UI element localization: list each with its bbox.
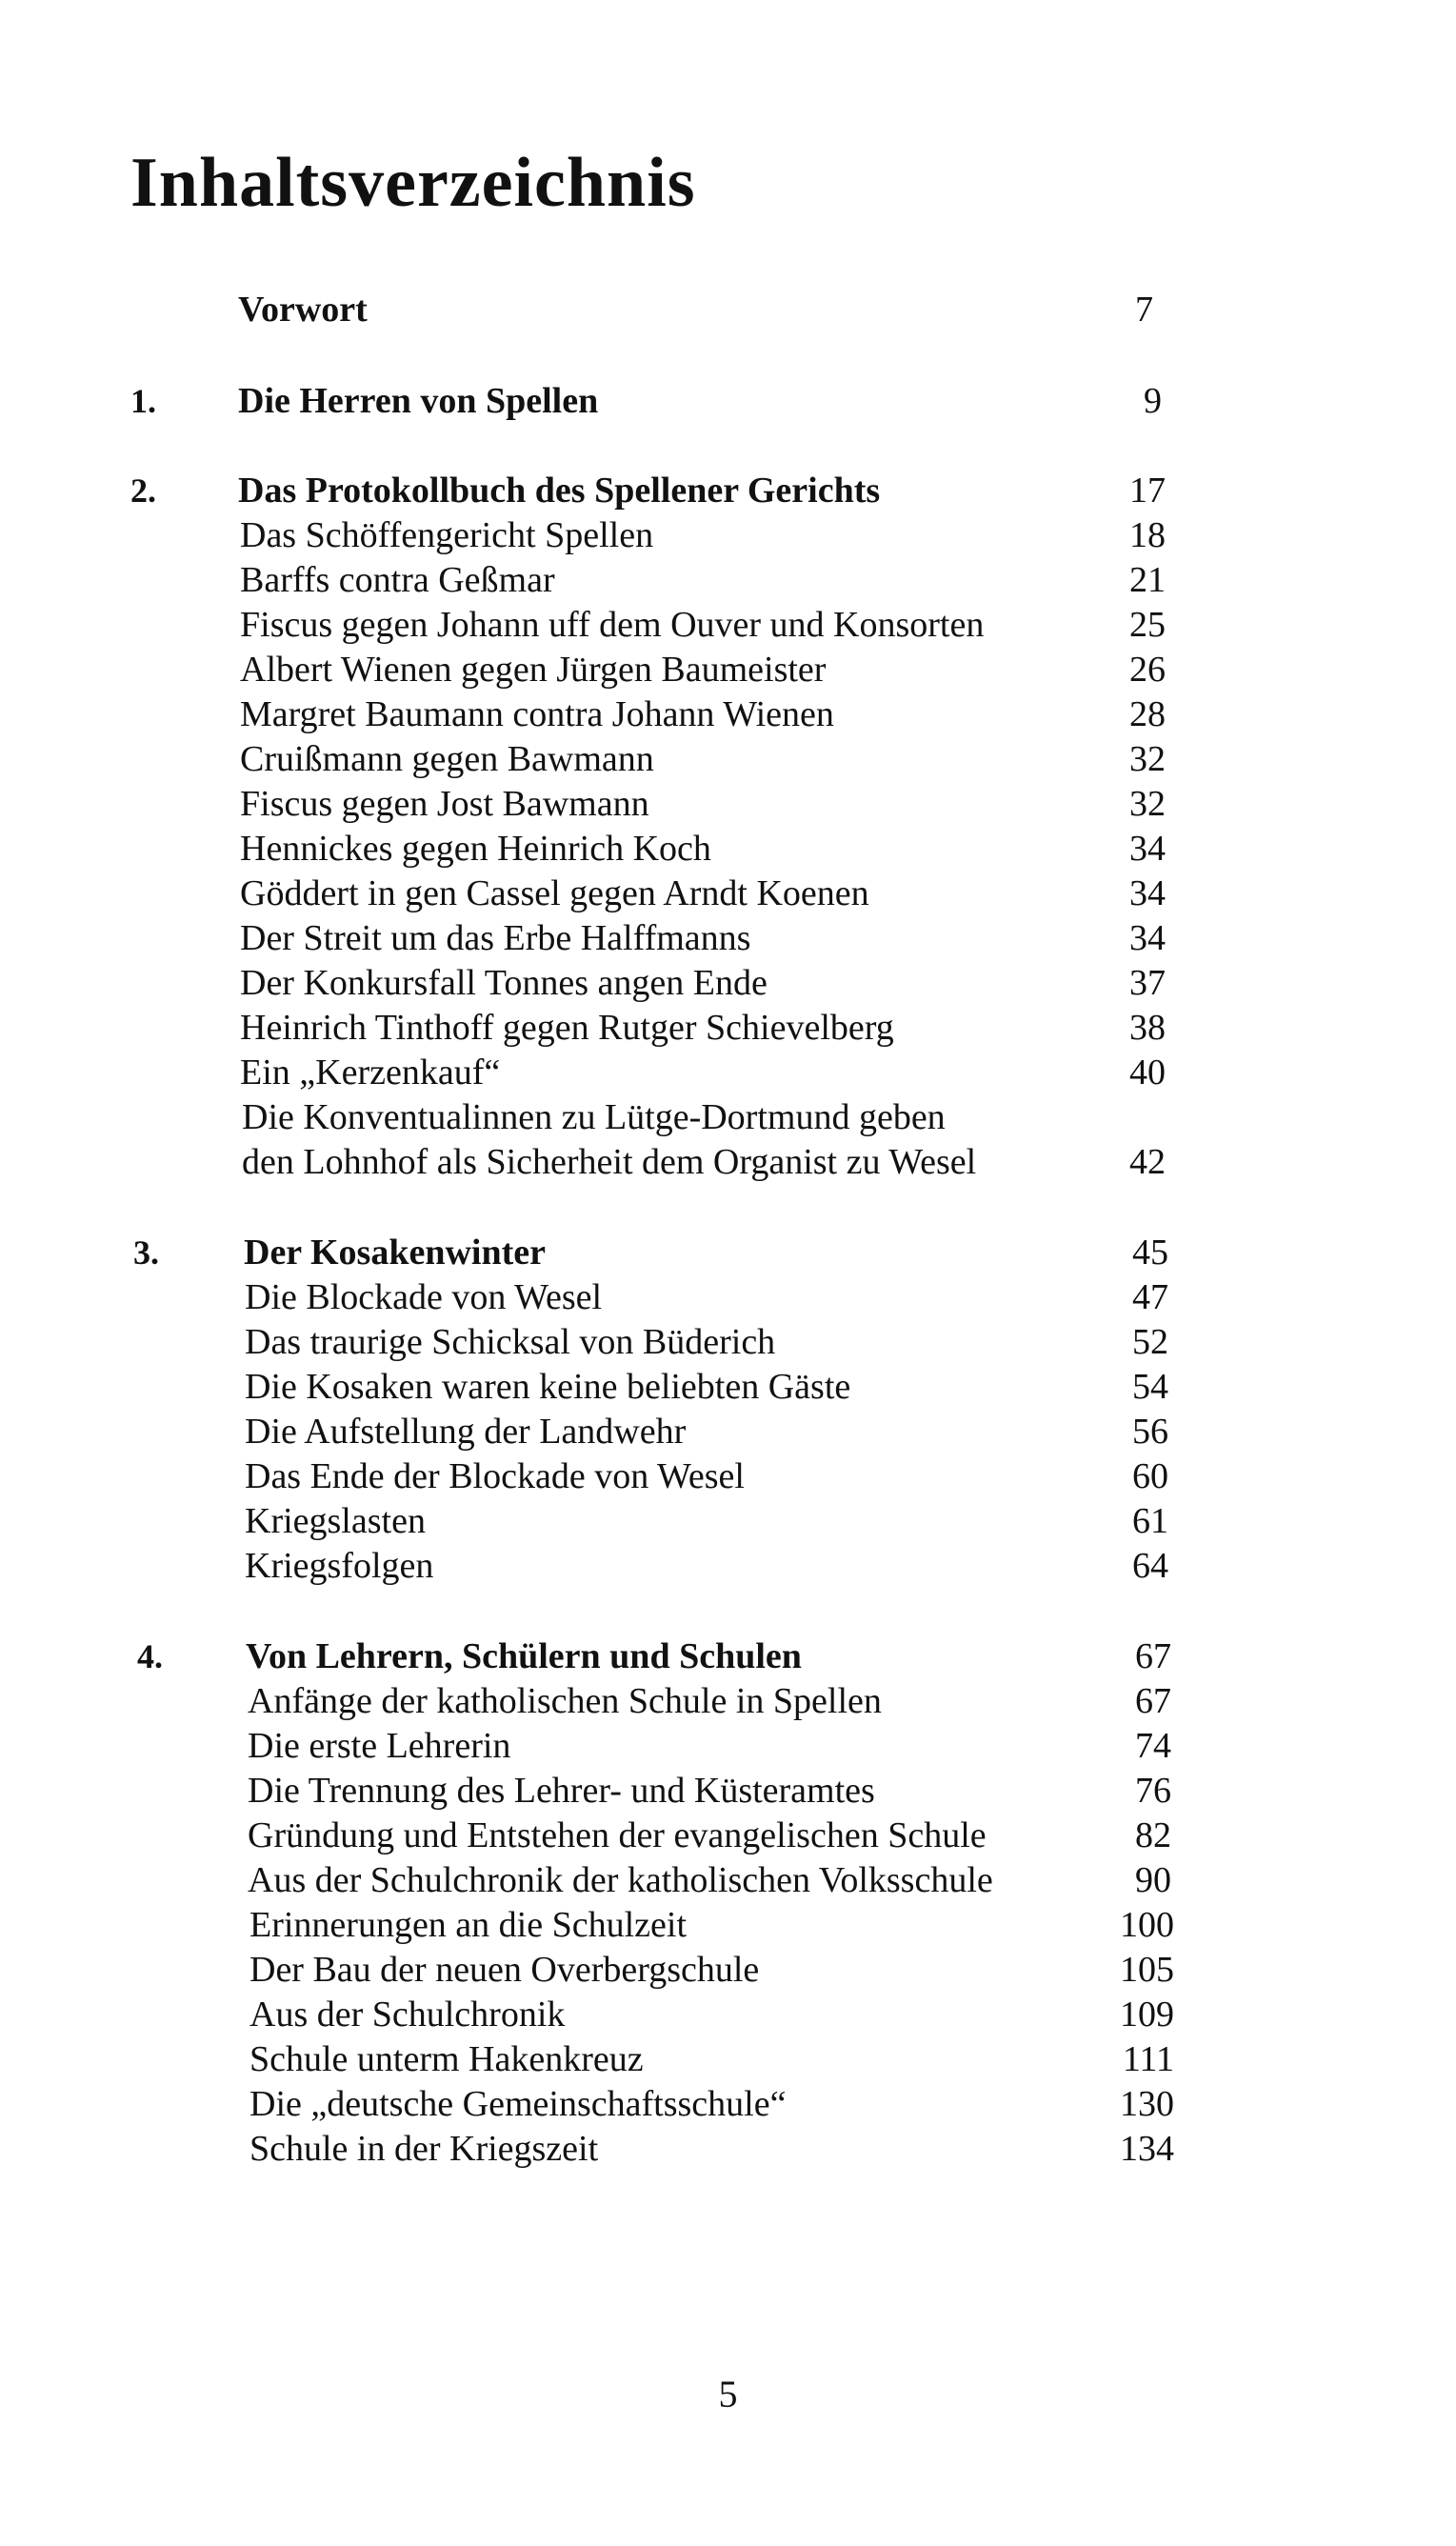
entry-title: Margret Baumann contra Johann Wienen [240,694,834,734]
entry-title: Kriegslasten [245,1501,426,1541]
entry-title: Anfänge der katholischen Schule in Spellen [248,1681,882,1721]
entry-page: 34 [1129,918,1166,958]
entry-title: Die „deutsche Gemeinschaftsschule“ [249,2084,787,2124]
entry-title: Cruißmann gegen Bawmann [240,739,654,779]
entry-page: 26 [1129,650,1166,690]
chapter-title: Das Protokollbuch des Spellener Gerichts [238,471,881,511]
entry-title: Albert Wienen gegen Jürgen Baumeister [240,650,827,690]
entry-title: Der Streit um das Erbe Halffmanns [240,918,751,958]
entry-title: Vorwort [238,290,368,330]
entry-title: Hennickes gegen Heinrich Koch [240,829,711,869]
entry-page: 67 [1135,1681,1171,1721]
entry-page: 134 [1120,2129,1174,2169]
toc-entry [0,1365,1456,1409]
entry-page: 52 [1132,1322,1168,1362]
entry-page: 18 [1129,515,1166,555]
toc-entry [0,2037,1456,2081]
entry-title: Das Schöffengericht Spellen [240,515,654,555]
toc-entry [0,692,1456,736]
entry-page: 42 [1129,1142,1166,1182]
chapter-title: Der Kosakenwinter [244,1233,546,1273]
entry-page: 7 [1135,290,1153,330]
toc-entry [0,2127,1456,2171]
entry-page: 40 [1129,1052,1166,1093]
entry-title: Die Aufstellung der Landwehr [245,1412,687,1452]
chapter-page: 45 [1132,1233,1168,1273]
entry-title: Das traurige Schicksal von Büderich [245,1322,776,1362]
entry-page: 111 [1122,2039,1174,2079]
chapter-number: 3. [133,1233,159,1272]
toc-entry [0,1140,1456,1184]
toc-entry [0,916,1456,960]
entry-page: 32 [1129,784,1166,824]
entry-title: Aus der Schulchronik [249,1995,566,2035]
toc-entry [0,2082,1456,2126]
entry-page: 34 [1129,829,1166,869]
entry-title: Die Trennung des Lehrer- und Küsteramtes [248,1771,875,1811]
toc-entry [0,782,1456,826]
chapter-page: 9 [1144,381,1162,421]
entry-page: 82 [1135,1815,1171,1855]
entry-title: den Lohnhof als Sicherheit dem Organist zu Wesel [242,1142,977,1182]
entry-title: Das Ende der Blockade von Wesel [245,1456,745,1496]
toc-entry [0,1051,1456,1094]
toc-entry [0,1275,1456,1319]
toc-entry [0,1903,1456,1947]
entry-page: 109 [1120,1995,1174,2035]
toc-entry [0,1544,1456,1588]
entry-page: 130 [1120,2084,1174,2124]
toc-entry [0,1410,1456,1453]
toc-entry [0,558,1456,602]
entry-title: Die erste Lehrerin [248,1726,511,1766]
entry-page: 56 [1132,1412,1168,1452]
chapter-number: 1. [130,382,156,420]
entry-title: Die Blockade von Wesel [245,1277,603,1317]
entry-page: 37 [1129,963,1166,1003]
entry-title: Die Konventualinnen zu Lütge-Dortmund geben [242,1097,946,1137]
entry-page: 54 [1132,1367,1168,1407]
entry-page: 74 [1135,1726,1171,1766]
chapter-number: 2. [130,471,156,510]
toc-entry [0,648,1456,692]
entry-title: Aus der Schulchronik der katholischen Volksschule [248,1860,993,1900]
toc-entry [0,1724,1456,1768]
entry-title: Der Konkursfall Tonnes angen Ende [240,963,768,1003]
toc-entry [0,737,1456,781]
chapter-title: Von Lehrern, Schülern und Schulen [246,1636,802,1676]
entry-title: Ein „Kerzenkauf“ [240,1052,501,1093]
toc-entry [0,603,1456,647]
toc-entry [0,1454,1456,1498]
entry-title: Die Kosaken waren keine beliebten Gäste [245,1367,851,1407]
toc-entry [0,1320,1456,1364]
page-title: Inhaltsverzeichnis [130,144,696,222]
entry-title: Heinrich Tinthoff gegen Rutger Schievelberg [240,1008,894,1048]
toc-entry [0,1679,1456,1723]
entry-page: 47 [1132,1277,1168,1317]
toc-entry [0,1993,1456,2036]
toc-entry [0,1814,1456,1857]
chapter-page: 67 [1135,1636,1171,1676]
entry-title: Erinnerungen an die Schulzeit [249,1905,688,1945]
entry-page: 61 [1132,1501,1168,1541]
entry-page: 100 [1120,1905,1174,1945]
chapter-title: Die Herren von Spellen [238,381,599,421]
entry-page: 21 [1129,560,1166,600]
toc-entry [0,827,1456,871]
entry-title: Fiscus gegen Jost Bawmann [240,784,649,824]
entry-page: 25 [1129,605,1166,645]
entry-page: 105 [1120,1950,1174,1990]
toc-entry [0,1858,1456,1902]
entry-page: 64 [1132,1546,1168,1586]
entry-page: 76 [1135,1771,1171,1811]
entry-title: Fiscus gegen Johann uff dem Ouver und Konsorten [240,605,985,645]
entry-page: 28 [1129,694,1166,734]
chapter-number: 4. [137,1637,163,1675]
entry-title: Der Bau der neuen Overbergschule [249,1950,760,1990]
toc-chapter-2 [0,469,1456,512]
entry-title: Schule in der Kriegszeit [249,2129,599,2169]
toc-entry [0,1948,1456,1992]
page-number: 5 [718,2373,738,2416]
entry-title: Kriegsfolgen [245,1546,434,1586]
toc-entry [0,961,1456,1005]
entry-page: 90 [1135,1860,1171,1900]
toc-entry [0,1006,1456,1050]
toc-entry [0,1499,1456,1543]
toc-entry [0,872,1456,915]
toc-entry-foreword [0,288,1456,331]
toc-entry [0,513,1456,557]
toc-chapter-3 [0,1231,1456,1274]
entry-title: Göddert in gen Cassel gegen Arndt Koenen [240,873,869,913]
toc-chapter-4 [0,1634,1456,1678]
entry-page: 38 [1129,1008,1166,1048]
entry-title: Barffs contra Geßmar [240,560,555,600]
entry-title: Schule unterm Hakenkreuz [249,2039,644,2079]
toc-chapter-1 [0,379,1456,423]
toc-entry [0,1769,1456,1813]
entry-page: 34 [1129,873,1166,913]
toc-entry [0,1095,1456,1139]
entry-page: 32 [1129,739,1166,779]
entry-page: 60 [1132,1456,1168,1496]
entry-title: Gründung und Entstehen der evangelischen Schule [248,1815,987,1855]
chapter-page: 17 [1129,471,1166,511]
